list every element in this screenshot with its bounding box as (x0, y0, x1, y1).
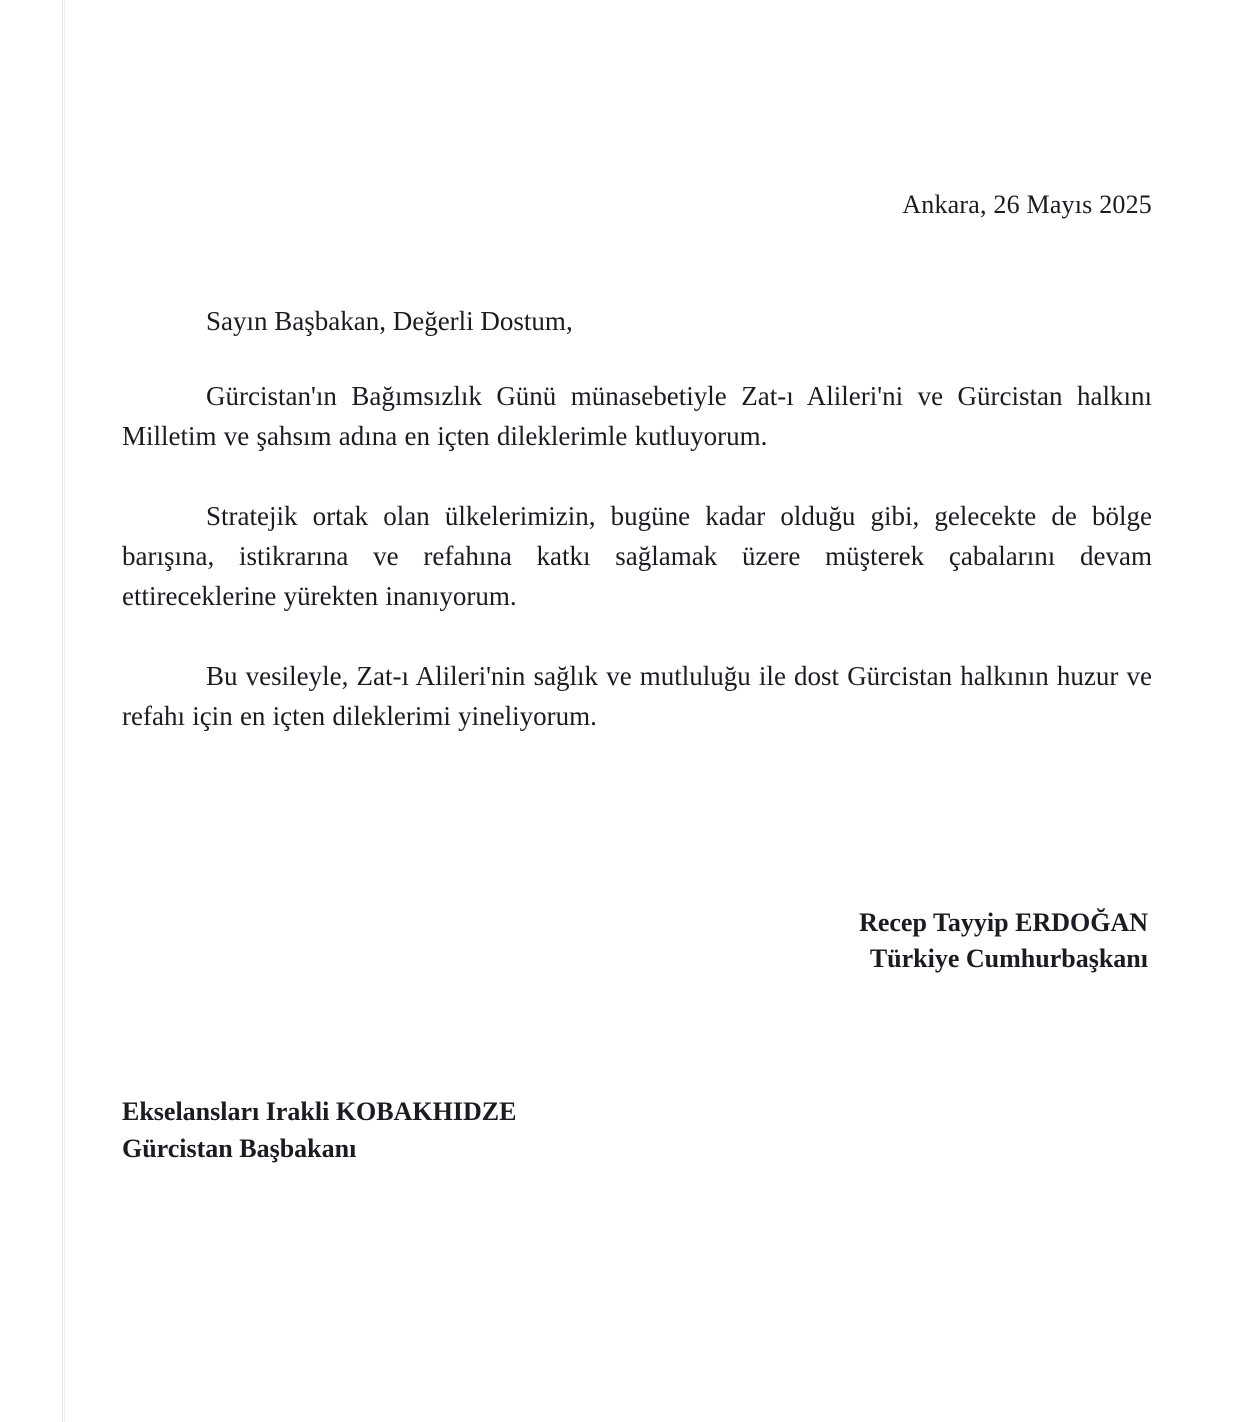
body-paragraph-2: Stratejik ortak olan ülkelerimizin, bugüne kadar olduğu gibi, gelecekte de bölge barışına, istikrarına ve refahına katkı sağlamak üzere müşterek çabalarını devam ettireceklerine yürekten inanıyorum. (122, 500, 1152, 611)
recipient-name: Ekselansları Irakli KOBAKHIDZE (122, 1097, 517, 1127)
body-paragraph-1: Gürcistan'ın Bağımsızlık Günü münasebetiyle Zat-ı Alileri'ni ve Gürcistan halkını Milletim ve şahsım adına en içten dileklerimle kutluyorum. (122, 381, 1152, 451)
signature-name: Recep Tayyip ERDOĞAN (859, 907, 1148, 937)
date-line: Ankara, 26 Mayıs 2025 (902, 190, 1152, 219)
scan-edge-line-secondary (64, 0, 65, 1422)
recipient-title: Gürcistan Başbakanı (122, 1133, 357, 1163)
scan-edge-line (62, 0, 63, 1422)
body-paragraph-3: Bu vesileyle, Zat-ı Alileri'nin sağlık ve mutluluğu ile dost Gürcistan halkının huzur ve refahı için en içten dileklerimi yineliyorum. (122, 660, 1152, 731)
salutation: Sayın Başbakan, Değerli Dostum, (206, 306, 573, 336)
recipient-block (122, 1094, 1152, 1167)
letter-content (122, 0, 1152, 1167)
signature-block (122, 905, 1152, 977)
signature-title: Türkiye Cumhurbaşkanı (869, 943, 1148, 973)
